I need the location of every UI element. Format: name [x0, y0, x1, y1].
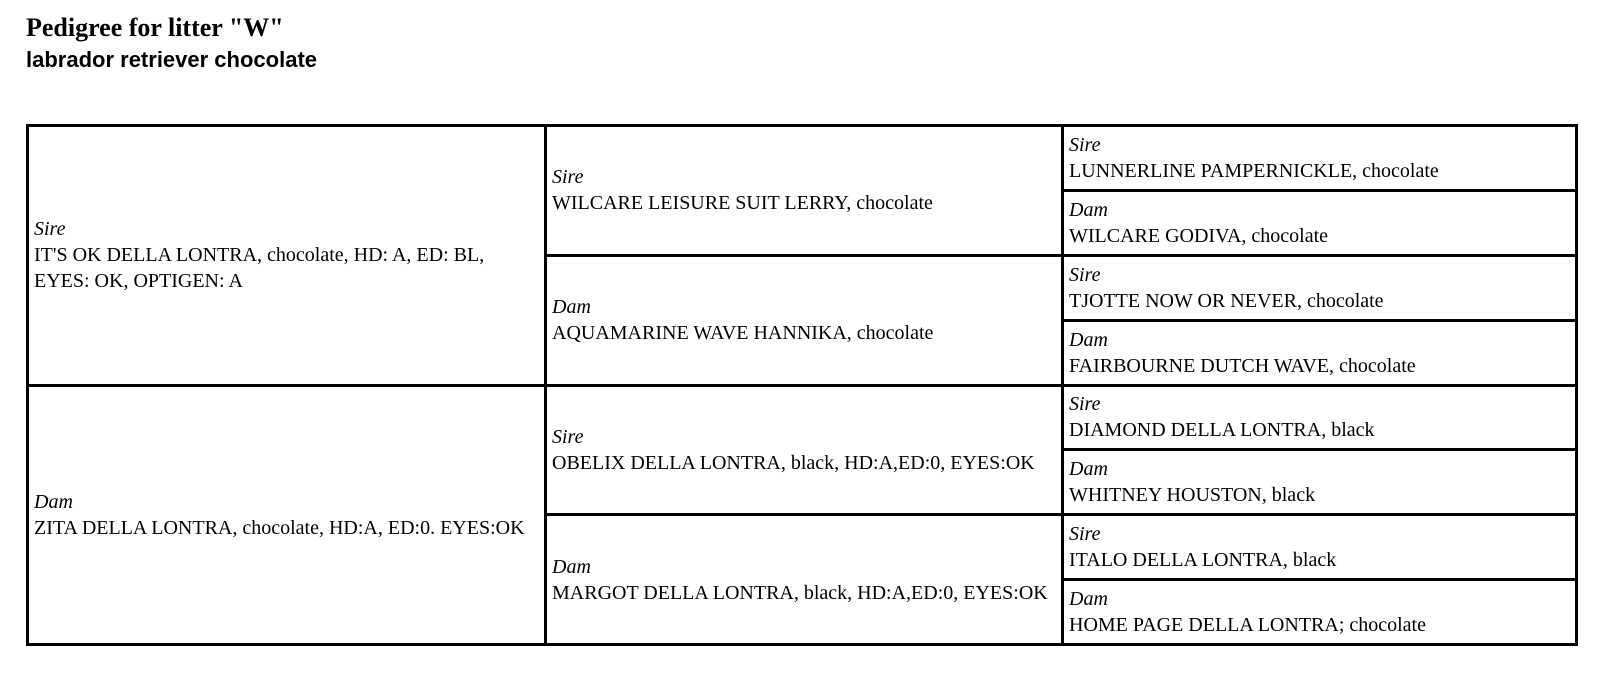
dam-sire-dam-role-label: Dam: [1069, 458, 1108, 481]
sire-dam-dam-role-label: Dam: [1069, 328, 1108, 351]
dam-sire-role-label: Sire: [552, 425, 584, 448]
dam-dam-dam-cell: [1063, 580, 1577, 645]
dam-sire-dam-name: WHITNEY HOUSTON, black: [1069, 484, 1316, 507]
dam-dam-role-label: Dam: [552, 555, 591, 578]
pedigree-row: [28, 126, 1577, 191]
dam-dam-name: MARGOT DELLA LONTRA, black, HD:A,ED:0, EYES:OK: [552, 581, 1048, 604]
sire-sire-dam-role-label: Dam: [1069, 198, 1108, 221]
sire-role-label: Sire: [34, 218, 66, 241]
dam-sire-cell: [546, 385, 1063, 515]
sire-dam-sire-role-label: Sire: [1069, 263, 1101, 286]
pedigree-row: [28, 385, 1577, 450]
dam-sire-sire-cell: [1063, 385, 1577, 450]
dam-dam-sire-cell: [1063, 515, 1577, 580]
sire-dam-name: AQUAMARINE WAVE HANNIKA, chocolate: [552, 322, 934, 345]
dam-sire-dam-cell: [1063, 450, 1577, 515]
dam-dam-cell: [546, 515, 1063, 645]
sire-sire-sire-name: LUNNERLINE PAMPERNICKLE, chocolate: [1069, 159, 1439, 182]
page-title: Pedigree for litter "W": [26, 13, 284, 42]
dam-sire-name: OBELIX DELLA LONTRA, black, HD:A,ED:0, EYES:OK: [552, 451, 1035, 474]
dam-sire-sire-role-label: Sire: [1069, 393, 1101, 416]
sire-sire-dam-cell: [1063, 190, 1577, 255]
sire-dam-sire-name: TJOTTE NOW OR NEVER, chocolate: [1069, 289, 1384, 312]
sire-sire-cell: [546, 126, 1063, 256]
dam-name: ZITA DELLA LONTRA, chocolate, HD:A, ED:0. EYES:OK: [34, 516, 525, 539]
sire-sire-role-label: Sire: [552, 166, 584, 189]
pedigree-table: [26, 124, 1578, 646]
dam-sire-sire-name: DIAMOND DELLA LONTRA, black: [1069, 419, 1375, 442]
sire-dam-role-label: Dam: [552, 296, 591, 319]
page-subtitle: labrador retriever chocolate: [26, 47, 318, 72]
dam-dam-dam-role-label: Dam: [1069, 588, 1108, 611]
sire-dam-sire-cell: [1063, 255, 1577, 320]
sire-sire-sire-role-label: Sire: [1069, 133, 1101, 156]
sire-cell: [28, 126, 546, 386]
sire-sire-sire-cell: [1063, 126, 1577, 191]
dam-dam-sire-name: ITALO DELLA LONTRA, black: [1069, 549, 1337, 572]
sire-sire-dam-name: WILCARE GODIVA, chocolate: [1069, 224, 1329, 247]
sire-name: IT'S OK DELLA LONTRA, chocolate, HD: A, ED: BL, EYES: OK, OPTIGEN: A: [34, 244, 485, 293]
dam-dam-sire-role-label: Sire: [1069, 523, 1101, 546]
dam-dam-dam-name: HOME PAGE DELLA LONTRA; chocolate: [1069, 614, 1426, 637]
sire-sire-name: WILCARE LEISURE SUIT LERRY, chocolate: [552, 192, 933, 215]
sire-dam-dam-name: FAIRBOURNE DUTCH WAVE, chocolate: [1069, 354, 1416, 377]
dam-role-label: Dam: [34, 490, 73, 513]
sire-dam-cell: [546, 255, 1063, 385]
sire-dam-dam-cell: [1063, 320, 1577, 385]
dam-cell: [28, 385, 546, 645]
